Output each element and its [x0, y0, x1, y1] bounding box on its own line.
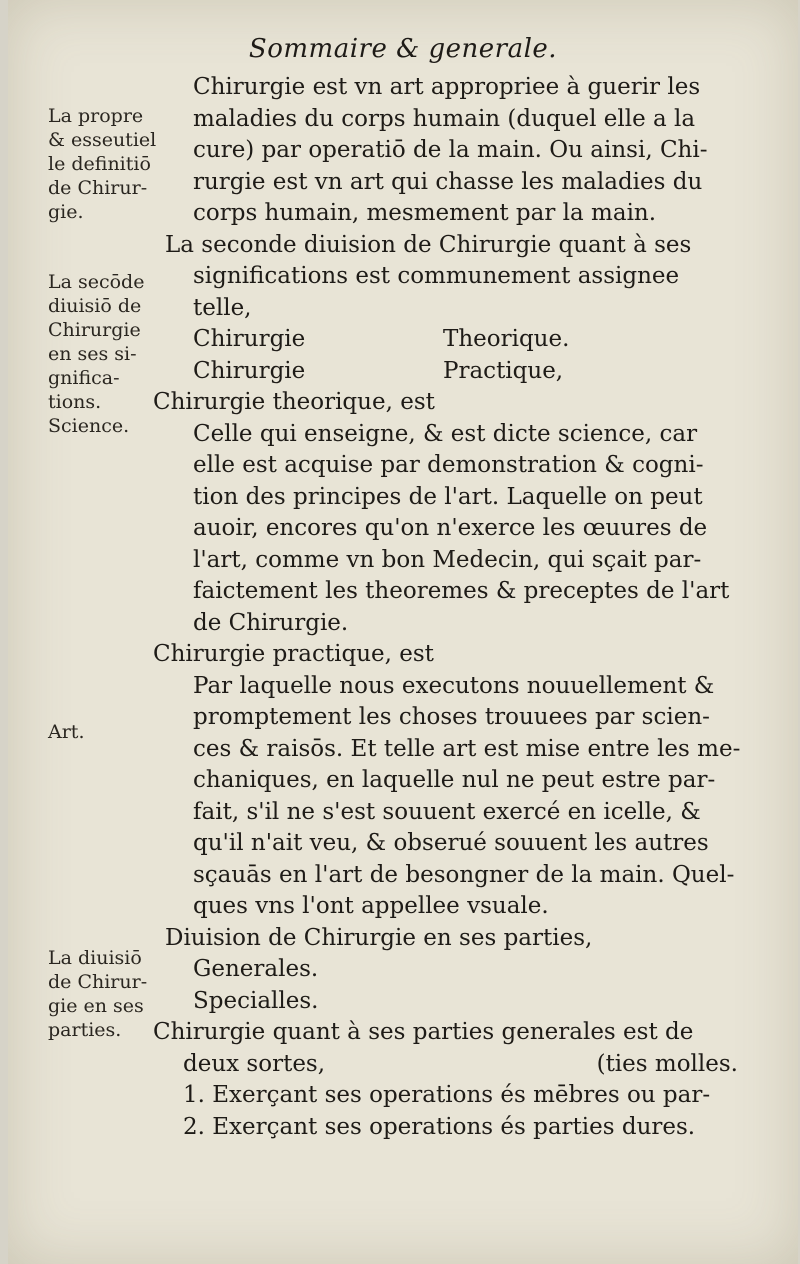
text-line: fait, s'il ne s'est souuent exercé en icelle, &	[193, 798, 701, 825]
margin-line: de Chirur-	[48, 971, 148, 993]
division-row-theorique	[153, 324, 738, 356]
text-line: corps humain, mesmement par la main.	[193, 200, 657, 226]
text-line: ces & raisōs. Et telle art est mise entre les me-	[193, 735, 741, 762]
text-line: chaniques, en laquelle nul ne peut estre par-	[193, 767, 716, 793]
text-line: cure) par operatiō de la main. Ou ainsi, Chi-	[193, 137, 708, 163]
margin-line: La diuisiō	[48, 947, 142, 969]
running-header: Sommaire & generale.	[248, 34, 558, 64]
book-page	[8, 0, 798, 1264]
text-line: tion des principes de l'art. Laquelle on peut	[193, 483, 703, 510]
margin-line: Art.	[48, 721, 85, 743]
text-line: auoir, encores qu'on n'exerce les œuures de	[193, 515, 708, 541]
margin-note-parts	[48, 946, 163, 1042]
text-line: Chirurgie quant à ses parties generales est de	[153, 1019, 694, 1045]
division-term: Chirurgie	[193, 357, 306, 384]
text-line: Chirurgie est vn art appropriee à guerir les	[193, 74, 701, 100]
margin-line: gie.	[48, 201, 84, 223]
text-line: 1. Exerçant ses operations és mēbres ou par-	[183, 1082, 711, 1108]
text-line: elle est acquise par demonstration & cogni-	[193, 452, 704, 478]
text-line: qu'il n'ait veu, & obserué souuent les autres	[193, 830, 709, 856]
text-line: telle,	[193, 294, 252, 321]
text-line: de Chirurgie.	[193, 609, 349, 636]
text-line: Specialles.	[193, 987, 319, 1014]
text-line: ques vns l'ont appellee vsuale.	[193, 893, 549, 919]
division-term: Chirurgie	[193, 326, 306, 352]
margin-line: parties.	[48, 1019, 122, 1041]
division-value: Practique,	[443, 357, 564, 384]
division-value: Theorique.	[443, 326, 570, 352]
text-line: significations est communement assignee	[193, 263, 680, 289]
text-line: faictement les theoremes & preceptes de l'art	[193, 578, 730, 604]
margin-note-definition	[48, 104, 163, 224]
text-fragment: (ties molles.	[596, 1050, 738, 1077]
text-line: maladies du corps humain (duquel elle a la	[193, 105, 696, 132]
margin-line: en ses si-	[48, 343, 137, 365]
text-line: Chirurgie theorique, est	[153, 389, 435, 415]
margin-note-art	[48, 720, 163, 744]
margin-line: Science.	[48, 415, 130, 437]
main-text	[153, 72, 741, 1143]
text-line: Celle qui enseigne, & est dicte science, car	[193, 420, 698, 447]
text-line: La seconde diuision de Chirurgie quant à ses	[165, 231, 692, 258]
margin-line: Chirurgie	[48, 319, 141, 341]
margin-line: diuisiō de	[48, 295, 142, 317]
text-line: sçauās en l'art de besongner de la main. Quel-	[193, 861, 735, 888]
text-line-split	[153, 1049, 738, 1081]
margin-line: gnifica-	[48, 367, 120, 389]
margin-line: de Chirur-	[48, 177, 148, 199]
margin-note-second-division	[48, 270, 163, 438]
margin-line: La propre	[48, 105, 144, 127]
division-row-practique	[153, 356, 738, 388]
margin-line: gie en ses	[48, 995, 144, 1017]
text-line: promptement les choses trouuees par scien-	[193, 704, 710, 730]
text-line: Generales.	[193, 956, 319, 982]
margin-line: le definitiō	[48, 153, 151, 175]
text-fragment: deux sortes,	[183, 1050, 326, 1077]
text-line: l'art, comme vn bon Medecin, qui sçait par-	[193, 546, 702, 573]
text-line: Par laquelle nous executons nouuellement &	[193, 672, 715, 699]
text-line: Diuision de Chirurgie en ses parties,	[165, 924, 593, 951]
text-line: rurgie est vn art qui chasse les maladies du	[193, 168, 703, 195]
text-line: Chirurgie practique, est	[153, 641, 434, 667]
text-line: 2. Exerçant ses operations és parties dures.	[183, 1113, 696, 1140]
margin-line: & esseutiel	[48, 129, 157, 151]
margin-line: La secōde	[48, 271, 145, 293]
margin-line: tions.	[48, 391, 102, 413]
